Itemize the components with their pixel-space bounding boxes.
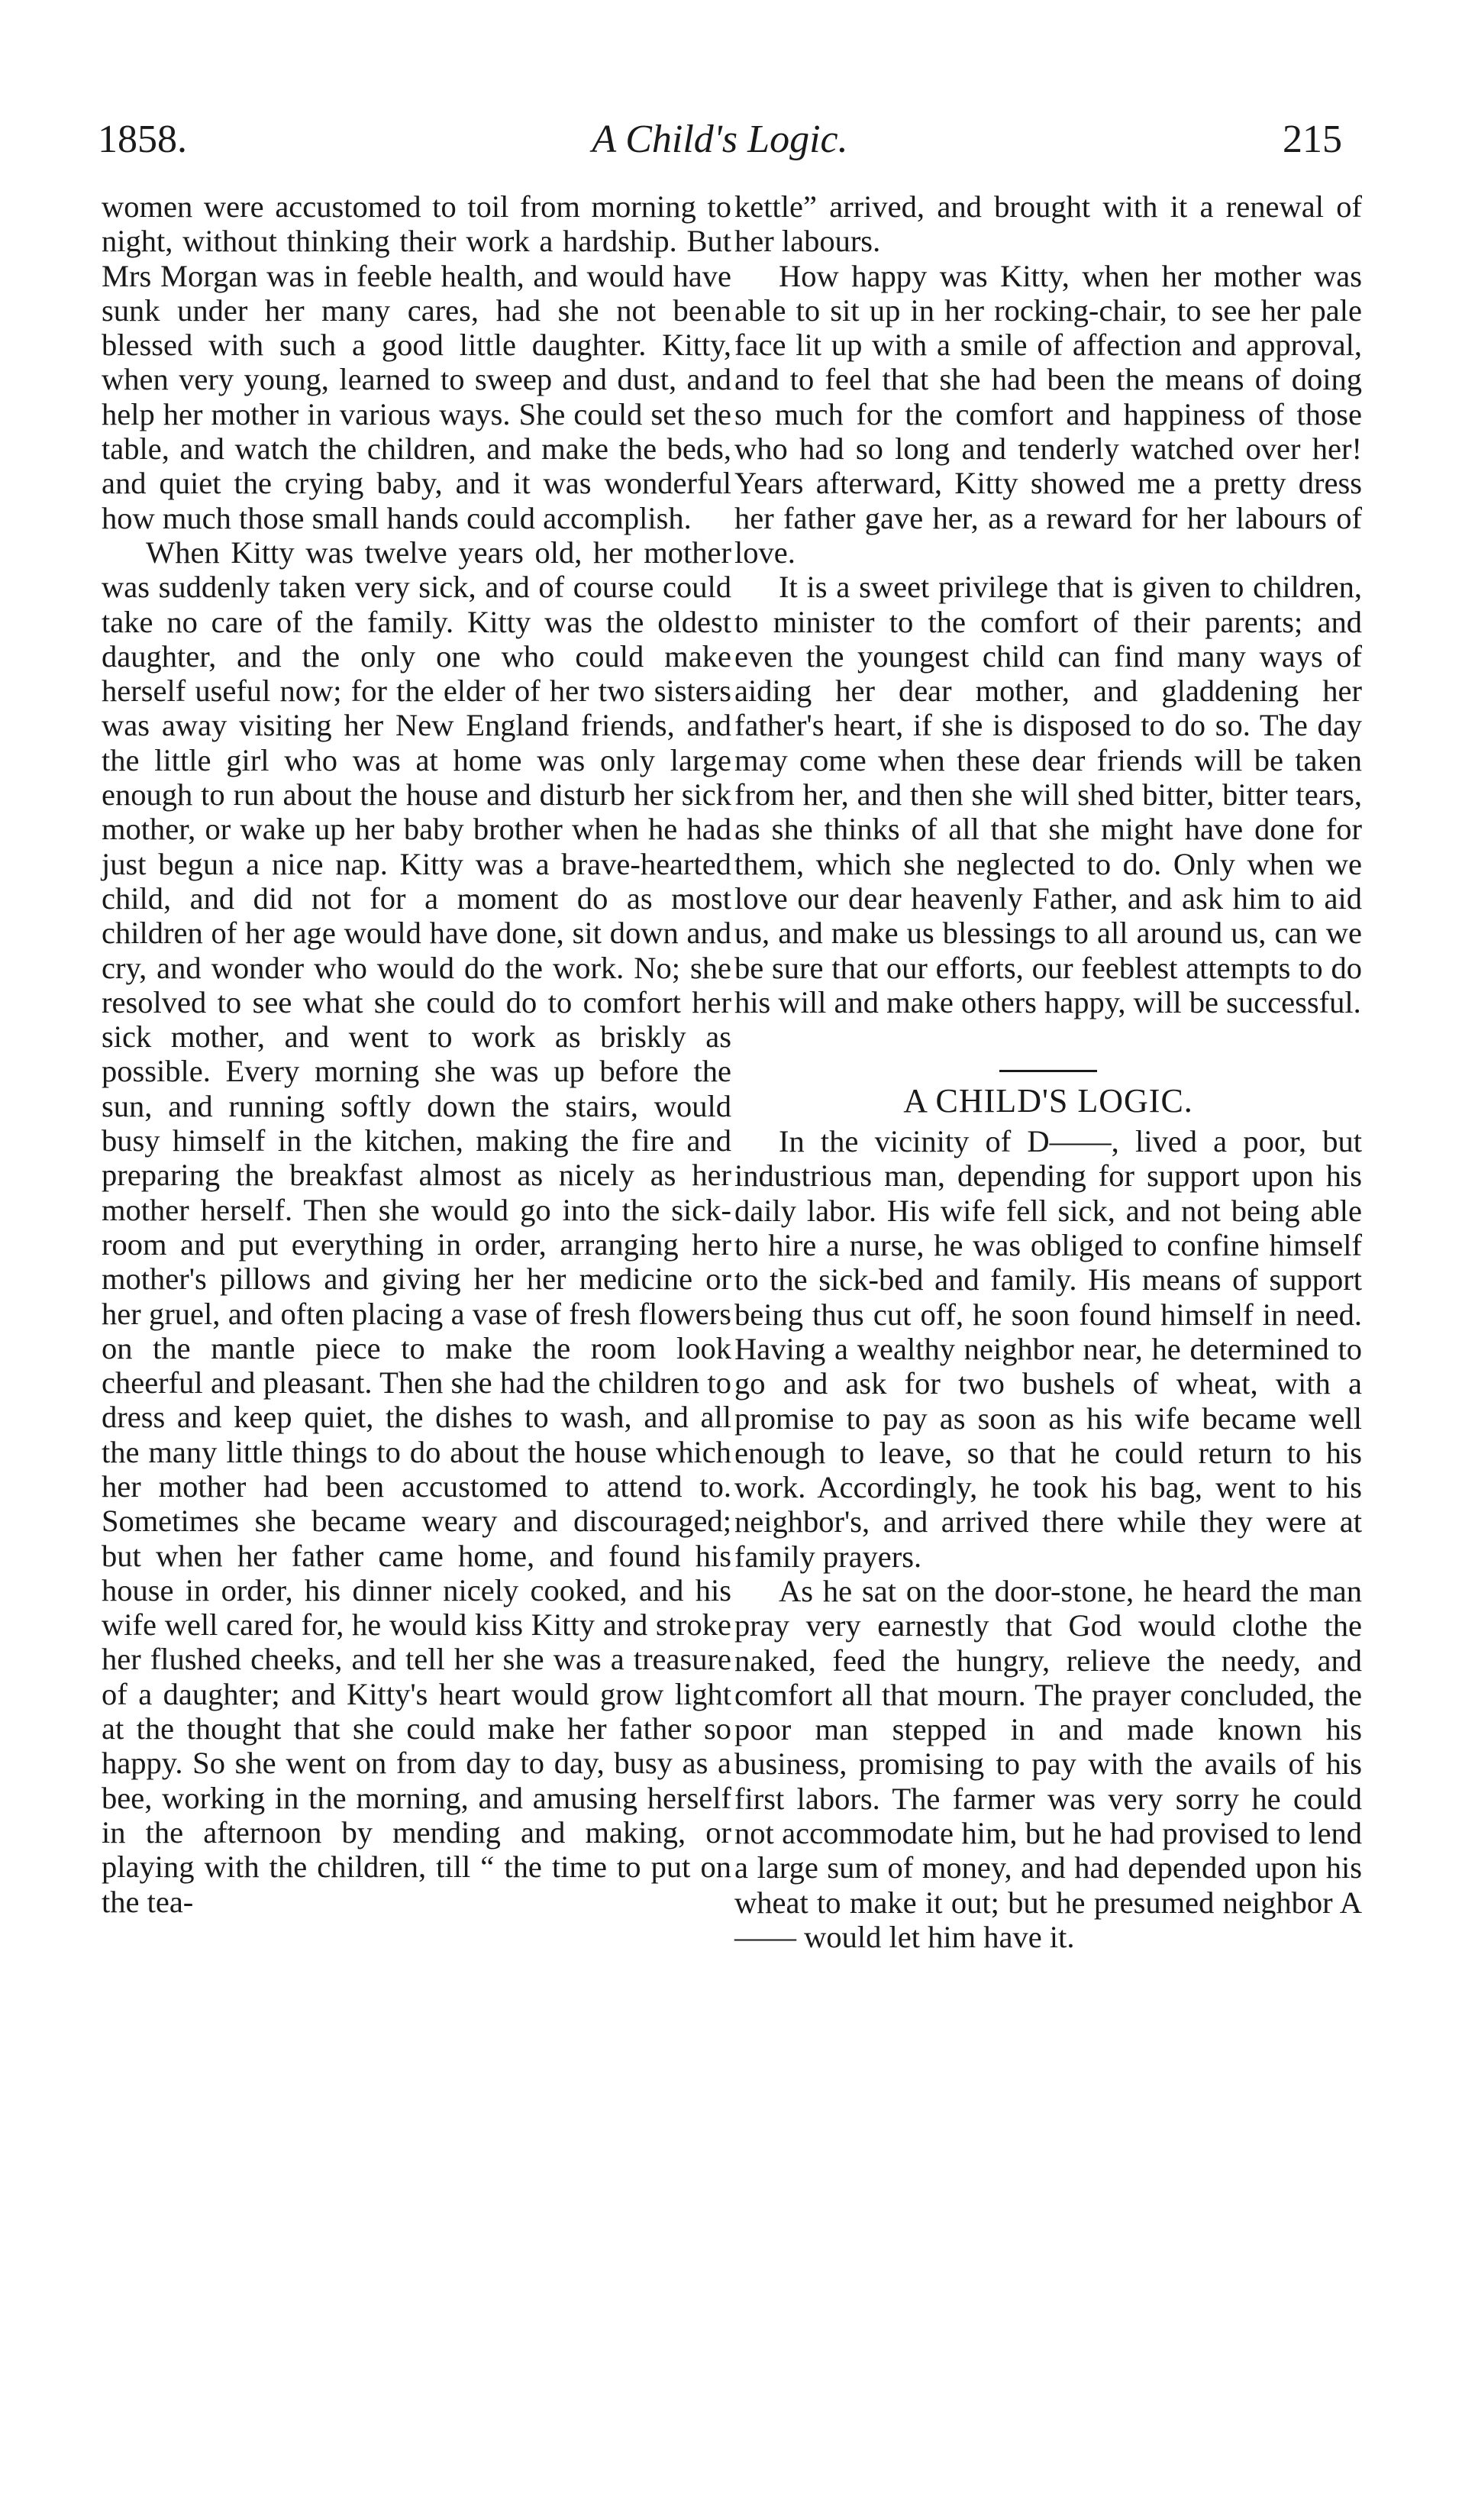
- section-divider: [999, 1070, 1097, 1072]
- paragraph: When Kitty was twelve years old, her mother was suddenly taken very sick, and of course could take no care of the family. Kitty was the oldest daughter, and the only one who could make herself useful now; for the elder of her two sisters was away visiting her New England friends, and the little girl who was at home was only large enough to run about the house and disturb her sick mother, or wake up her baby brother when he had just begun a nice nap. Kitty was a brave-hearted child, and did not for a moment do as most children of her age would have done, sit down and cry, and wonder who would do the work. No; she resolved to see what she could do to comfort her sick mother, and went to work as briskly as possible. Every morning she was up before the sun, and running softly down the stairs, would busy himself in the kitchen, making the fire and preparing the breakfast almost as nicely as her mother herself. Then she would go into the sick-room and put everything in order, arranging her mother's pillows and giving her her medicine or her gruel, and often placing a vase of fresh flowers on the mantle piece to make the room look cheerful and pleasant. Then she had the children to dress and keep quiet, the dishes to wash, and all the many little things to do about the house which her mother had been accustomed to attend to. Sometimes she became weary and discouraged; but when her father came home, and found his house in order, his dinner nicely cooked, and his wife well cared for, he would kiss Kitty and stroke her flushed cheeks, and tell her she was a treasure of a daughter; and Kitty's heart would grow light at the thought that she could make her father so happy. So she went on from day to day, busy as a bee, working in the morning, and amusing herself in the afternoon by mending and making, or playing with the children, till “ the time to put on the tea-: [102, 535, 731, 1919]
- page-number: 215: [1283, 118, 1342, 161]
- paragraph: How happy was Kitty, when her mother was able to sit up in her rocking-chair, to see her pale face lit up with a smile of affection and approval, and to feel that she had been the means of doing so much for the comfort and happiness of those who had so long and tenderly watched over her! Years afterward, Kitty showed me a pretty dress her father gave her, as a reward for her labours of love.: [734, 258, 1362, 570]
- paragraph: In the vicinity of D——, lived a poor, but industrious man, depending for support upon his daily labor. His wife fell sick, and not being able to hire a nurse, he was obliged to confine himself to the sick-bed and family. His means of support being thus cut off, he soon found himself in need. Having a wealthy neighbor near, he determined to go and ask for two bushels of wheat, with a promise to pay as soon as his wife became well enough to leave, so that he could return to his work. Accordingly, he took his bag, went to his neighbor's, and arrived there while they were at family prayers.: [734, 1124, 1362, 1574]
- running-head: [98, 113, 1342, 166]
- header-year: 1858.: [98, 118, 187, 161]
- paragraph: As he sat on the door-stone, he heard the man pray very earnestly that God would clothe the naked, feed the hungry, relieve the needy, and comfort all that mourn. The prayer concluded, the poor man stepped in and made known his business, promising to pay with the avails of his first labors. The farmer was very sorry he could not accommodate him, but he had provised to lend a large sum of money, and had depended upon his wheat to make it out; but he presumed neighbor A—— would let him have it.: [734, 1573, 1362, 1954]
- header-title: A Child's Logic.: [592, 118, 848, 161]
- right-column: [734, 189, 1362, 1954]
- paragraph: women were accustomed to toil from morning to night, without thinking their work a hardship. But Mrs Morgan was in feeble health, and would have sunk under her many cares, had she not been blessed with such a good little daughter. Kitty, when very young, learned to sweep and dust, and help her mother in various ways. She could set the table, and watch the children, and make the beds, and quiet the crying baby, and it was wonderful how much those small hands could accomplish.: [102, 189, 731, 535]
- left-column: [102, 189, 731, 1919]
- paragraph: It is a sweet privilege that is given to children, to minister to the comfort of their parents; and even the youngest child can find many ways of aiding her dear mother, and gladdening her father's heart, if she is disposed to do so. The day may come when these dear friends will be taken from her, and then she will shed bitter, bitter tears, as she thinks of all that she might have done for them, which she neglected to do. Only when we love our dear heavenly Father, and ask him to aid us, and make us blessings to all around us, can we be sure that our efforts, our feeblest attempts to do his will and make others happy, will be successful.: [734, 570, 1362, 1019]
- section-title: A CHILD'S LOGIC.: [903, 1082, 1193, 1120]
- paragraph: kettle” arrived, and brought with it a renewal of her labours.: [734, 189, 1362, 259]
